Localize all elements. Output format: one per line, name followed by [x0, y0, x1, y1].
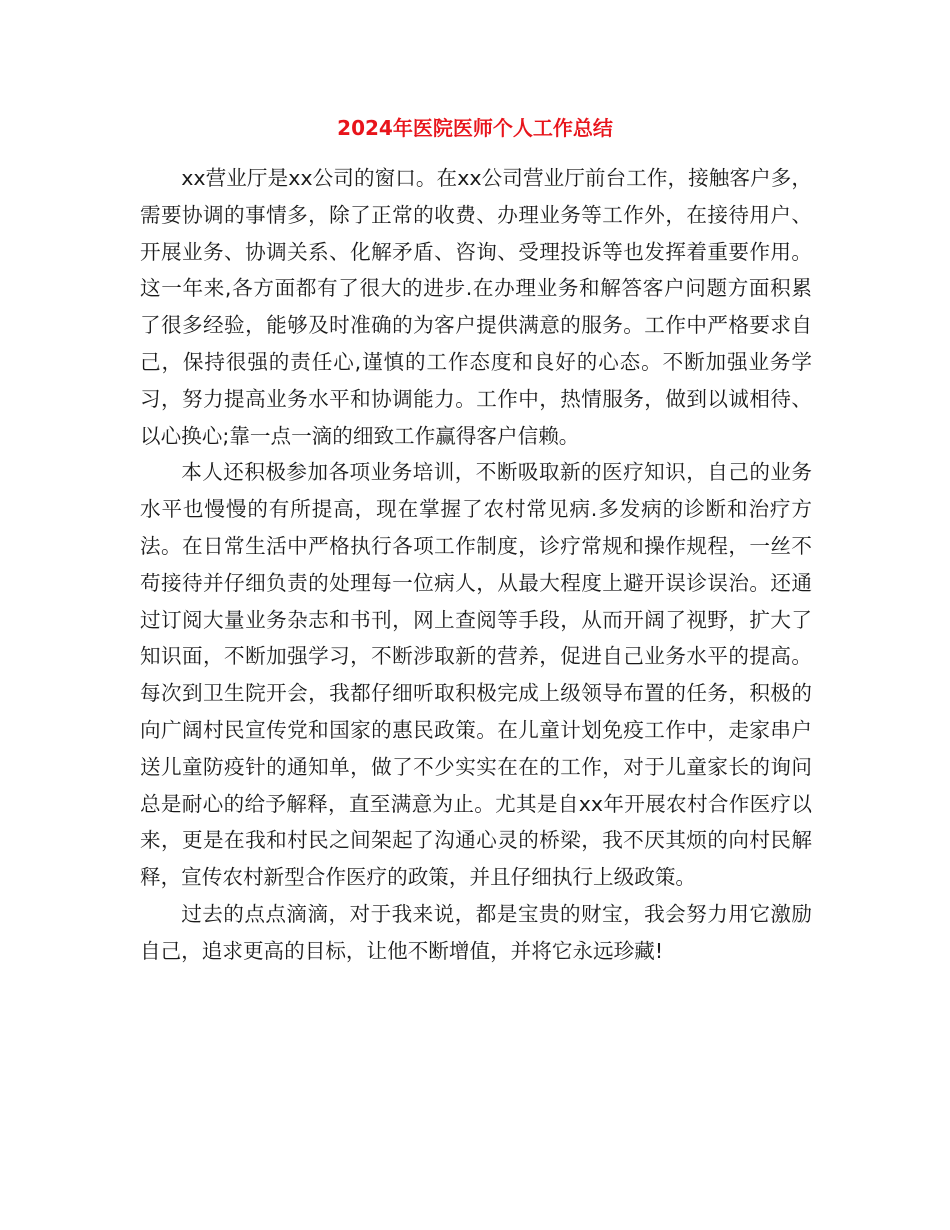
paragraph-1: xx营业厅是xx公司的窗口。在xx公司营业厅前台工作，接触客户多，需要协调的事情多，除了正常的收费、办理业务等工作外，在接待用户、开展业务、协调关系、化解矛盾、咨询、受理投诉等也发挥着重要作用。 这一年来,各方面都有了很大的进步.在办理业务和解答客户问题方面积累了很多经验，能够及时准确的为客户提供满意的服务。工作中严格要求自己，保持很强的责任心,谨慎的工作态度和良好的心态。不断加强业务学习，努力提高业务水平和协调能力。工作中，热情服务，做到以诚相待、以心换心;靠一点一滴的细致工作赢得客户信赖。	[140, 166, 812, 448]
paragraph-3: 过去的点点滴滴，对于我来说，都是宝贵的财宝，我会努力用它激励自己，追求更高的目标，让他不断增值，并将它永远珍藏!	[140, 901, 812, 963]
document-body	[140, 160, 812, 970]
paragraph-2: 本人还积极参加各项业务培训，不断吸取新的医疗知识，自己的业务水平也慢慢的有所提高，现在掌握了农村常见病.多发病的诊断和治疗方法。在日常生活中严格执行各项工作制度，诊疗常规和操作规程，一丝不苟接待并仔细负责的处理每一位病人，从最大程度上避开误诊误治。还通过订阅大量业务杂志和书刊，网上查阅等手段，从而开阔了视野，扩大了知识面，不断加强学习，不断涉取新的营养，促进自己业务水平的提高。每次到卫生院开会，我都仔细听取积极完成上级领导布置的任务，积极的向广阔村民宣传党和国家的惠民政策。在儿童计划免疫工作中，走家串户送儿童防疫针的通知单，做了不少实实在在的工作，对于儿童家长的询问总是耐心的给予解释，直至满意为止。尤其是自xx年开展农村合作医疗以来，更是在我和村民之间架起了沟通心灵的桥梁，我不厌其烦的向村民解释，宣传农村新型合作医疗的政策，并且仔细执行上级政策。	[140, 460, 812, 890]
document-title: 2024年医院医师个人工作总结	[337, 116, 613, 140]
